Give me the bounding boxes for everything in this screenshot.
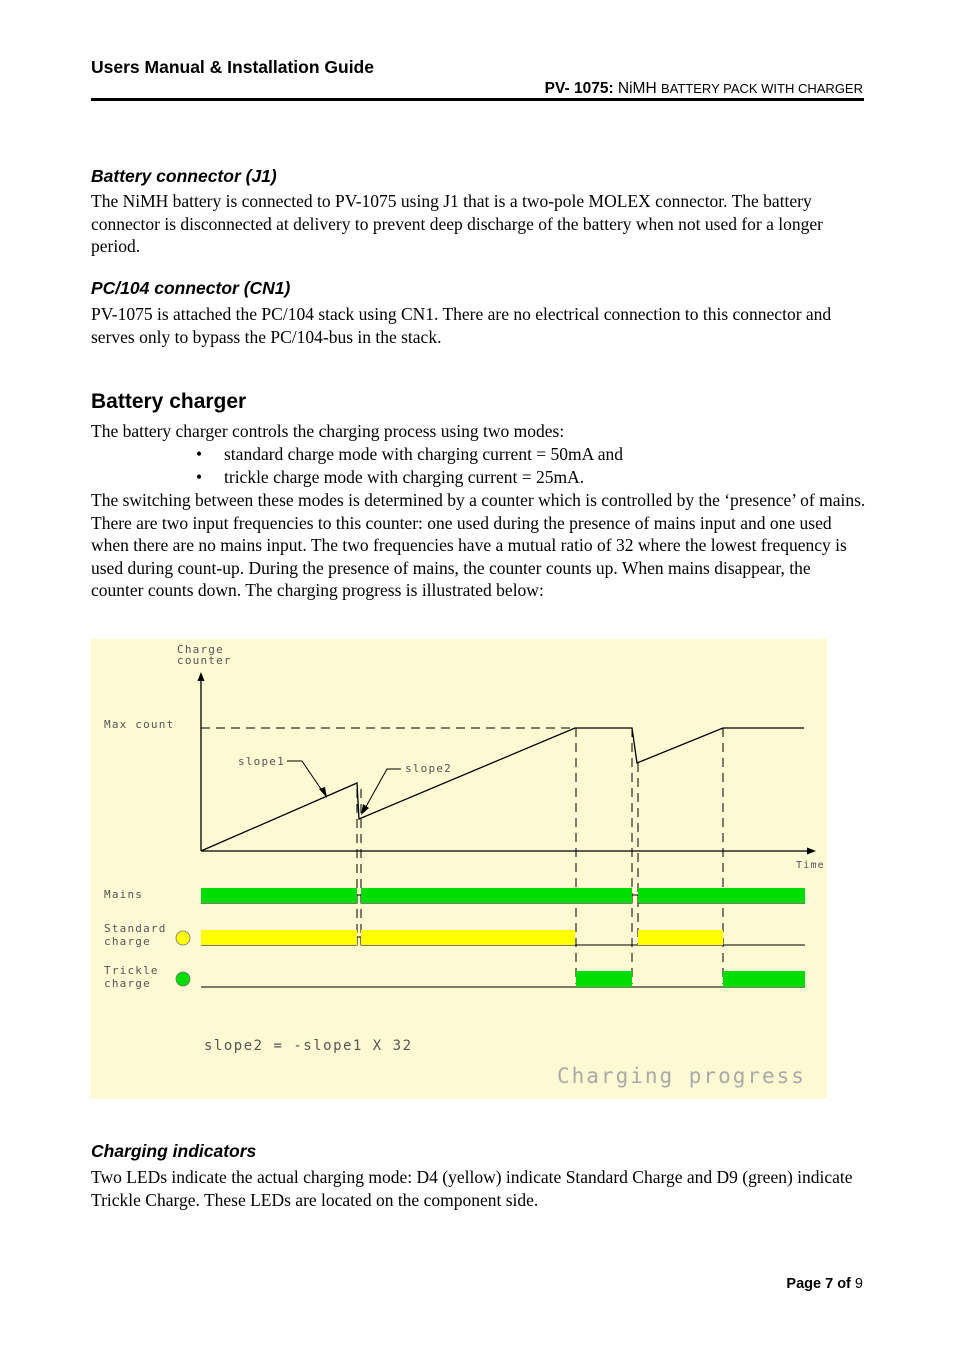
y-axis-label-2: counter [177,654,232,667]
heading-charging-indicators: Charging indicators [91,1141,257,1161]
mains-on-bar [638,888,805,903]
header-product [545,80,863,98]
standard-on-bar [361,930,575,945]
page-total: 9 [854,1276,863,1292]
para-charger-intro: The battery charger controls the charging process using two modes: [91,421,565,441]
heading-battery-connector: Battery connector (J1) [91,166,277,186]
bullet-text: standard charge mode with charging current = 50mA and [224,444,623,464]
bullet-standard-charge: • standard charge mode with charging current = 50mA and [196,444,623,464]
heading-battery-charger: Battery charger [91,390,247,413]
heading-pc104-connector: PC/104 connector (CN1) [91,278,291,298]
page-label: Page 7 of [786,1276,851,1292]
trickle-label-2: charge [104,977,151,990]
diagram-title: Charging progress [557,1064,806,1088]
para-charger-body: The switching between these modes is determined by a counter which is controlled by the ‘presence’ of mains. There are two input frequencies to this counter: one used during the presence of mains input and one used when there are no mains input. The two frequencies have a mutual ratio of 32 where the lowest frequency is used during count-up. During the presence of mains, the counter counts up. When mains disappear, the counter counts down. The charging progress is illustrated below: [91,490,866,600]
standard-on-bar [638,930,723,945]
time-label: Time [796,860,825,871]
mains-label: Mains [104,888,144,901]
charging-progress-diagram [91,639,827,1099]
standard-label-2: charge [104,935,151,948]
slope1-label: slope1 [238,755,285,768]
trickle-led-icon [176,972,190,986]
mains-on-bar [201,888,357,903]
page-number [786,1276,863,1292]
y-axis-label-1: Charge [177,643,224,656]
header-product-subtitle: BATTERY PACK WITH CHARGER [660,81,863,96]
para-charging-indicators: Two LEDs indicate the actual charging mode: D4 (yellow) indicate Standard Charge and D9 (green) indicate Trickle Charge. These LEDs are located on the component side. [91,1167,853,1210]
trickle-on-bar [576,971,632,987]
slope2-label: slope2 [405,762,452,775]
bullet-text: trickle charge mode with charging current = 25mA. [224,467,585,487]
header-title: Users Manual & Installation Guide [91,57,374,77]
trickle-on-bar [723,971,805,987]
standard-led-icon [176,931,190,945]
mains-on-bar [361,888,632,903]
header-product-name: NiMH [617,80,657,97]
max-count-label: Max count [104,718,175,731]
trickle-label-1: Trickle [104,964,159,977]
para-battery-connector: The NiMH battery is connected to PV-1075 using J1 that is a two-pole MOLEX connector. The battery connector is disconnected at delivery to prevent deep discharge of the battery when not used for a longer period. [91,191,823,256]
para-pc104-connector: PV-1075 is attached the PC/104 stack using CN1. There are no electrical connection to this connector and serves only to bypass the PC/104-bus in the stack. [91,304,832,347]
header-product-code: PV- 1075: [544,80,614,97]
standard-label-1: Standard [104,922,167,935]
bullet-trickle-charge: • trickle charge mode with charging current = 25mA. [196,467,585,487]
header-rule [91,98,864,101]
formula: slope2 = -slope1 X 32 [204,1038,413,1054]
standard-on-bar [201,930,357,945]
